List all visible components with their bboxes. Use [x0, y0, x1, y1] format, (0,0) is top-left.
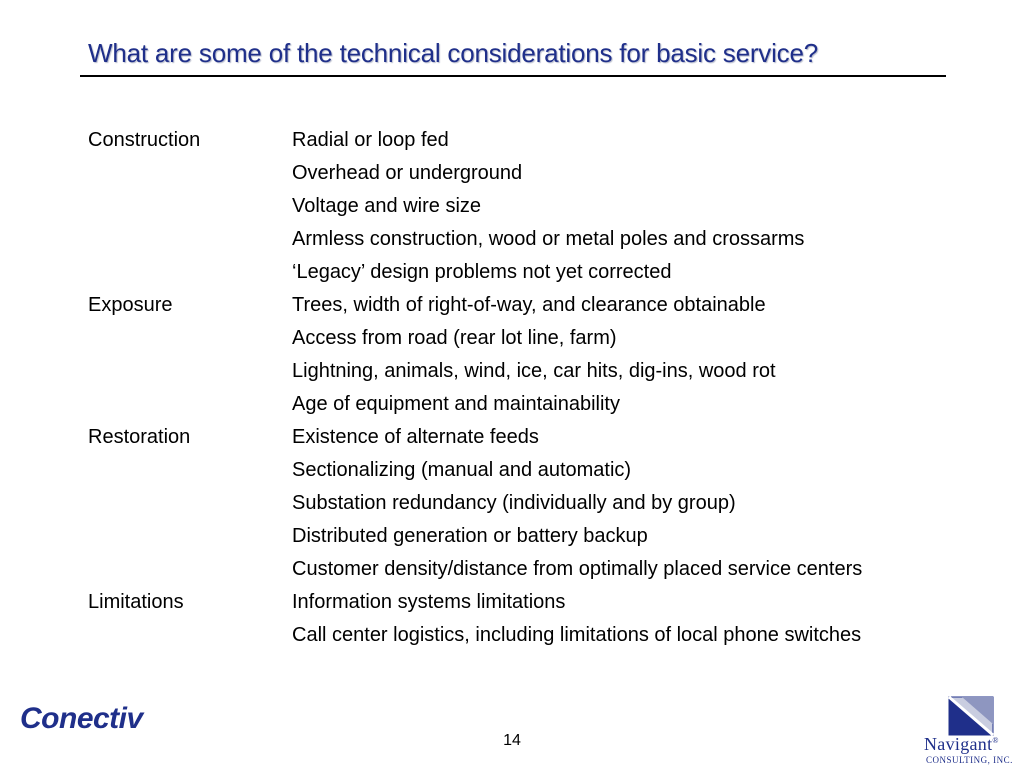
consideration-row	[88, 421, 968, 454]
consideration-row	[88, 256, 968, 289]
consideration-row	[88, 190, 968, 223]
consideration-item: Radial or loop fed	[292, 129, 449, 151]
consideration-item: Customer density/distance from optimally placed service centers	[292, 558, 863, 580]
consideration-item: Lightning, animals, wind, ice, car hits, dig-ins, wood rot	[292, 360, 776, 382]
category-label: Restoration	[88, 426, 191, 448]
consideration-item: Information systems limitations	[292, 591, 566, 613]
navigant-mark-icon	[948, 696, 994, 736]
consideration-row	[88, 619, 968, 652]
conectiv-logo: Conectiv	[20, 702, 143, 735]
consideration-row	[88, 355, 968, 388]
consideration-item: Call center logistics, including limitations of local phone switches	[292, 624, 862, 646]
consideration-row	[88, 223, 968, 256]
slide-title: What are some of the technical considerations for basic service?	[88, 38, 819, 68]
consideration-item: Access from road (rear lot line, farm)	[292, 327, 617, 349]
navigant-logo	[918, 696, 1024, 768]
page-number: 14	[503, 732, 521, 749]
consideration-row	[88, 586, 968, 619]
consideration-item: Substation redundancy (individually and by group)	[292, 492, 736, 514]
consideration-row	[88, 289, 968, 322]
category-label: Exposure	[88, 294, 173, 316]
consideration-item: Distributed generation or battery backup	[292, 525, 648, 547]
title-divider	[80, 75, 946, 77]
consideration-row	[88, 487, 968, 520]
consideration-item: Age of equipment and maintainability	[292, 393, 620, 415]
navigant-subtitle: CONSULTING, INC.	[926, 755, 1013, 765]
consideration-row	[88, 520, 968, 553]
consideration-item: Existence of alternate feeds	[292, 426, 539, 448]
consideration-row	[88, 157, 968, 190]
consideration-row	[88, 322, 968, 355]
consideration-row	[88, 124, 968, 157]
consideration-row	[88, 553, 968, 586]
consideration-item: Overhead or underground	[292, 162, 523, 184]
consideration-item: Voltage and wire size	[292, 195, 482, 217]
consideration-item: Sectionalizing (manual and automatic)	[292, 459, 632, 481]
consideration-row	[88, 454, 968, 487]
navigant-name: Navigant®	[924, 734, 999, 754]
category-label: Limitations	[88, 591, 184, 613]
consideration-item: ‘Legacy’ design problems not yet corrected	[292, 261, 672, 283]
considerations-list	[88, 124, 968, 652]
consideration-item: Trees, width of right-of-way, and clearance obtainable	[292, 294, 766, 316]
consideration-item: Armless construction, wood or metal poles and crossarms	[292, 228, 805, 250]
category-label: Construction	[88, 129, 201, 151]
consideration-row	[88, 388, 968, 421]
